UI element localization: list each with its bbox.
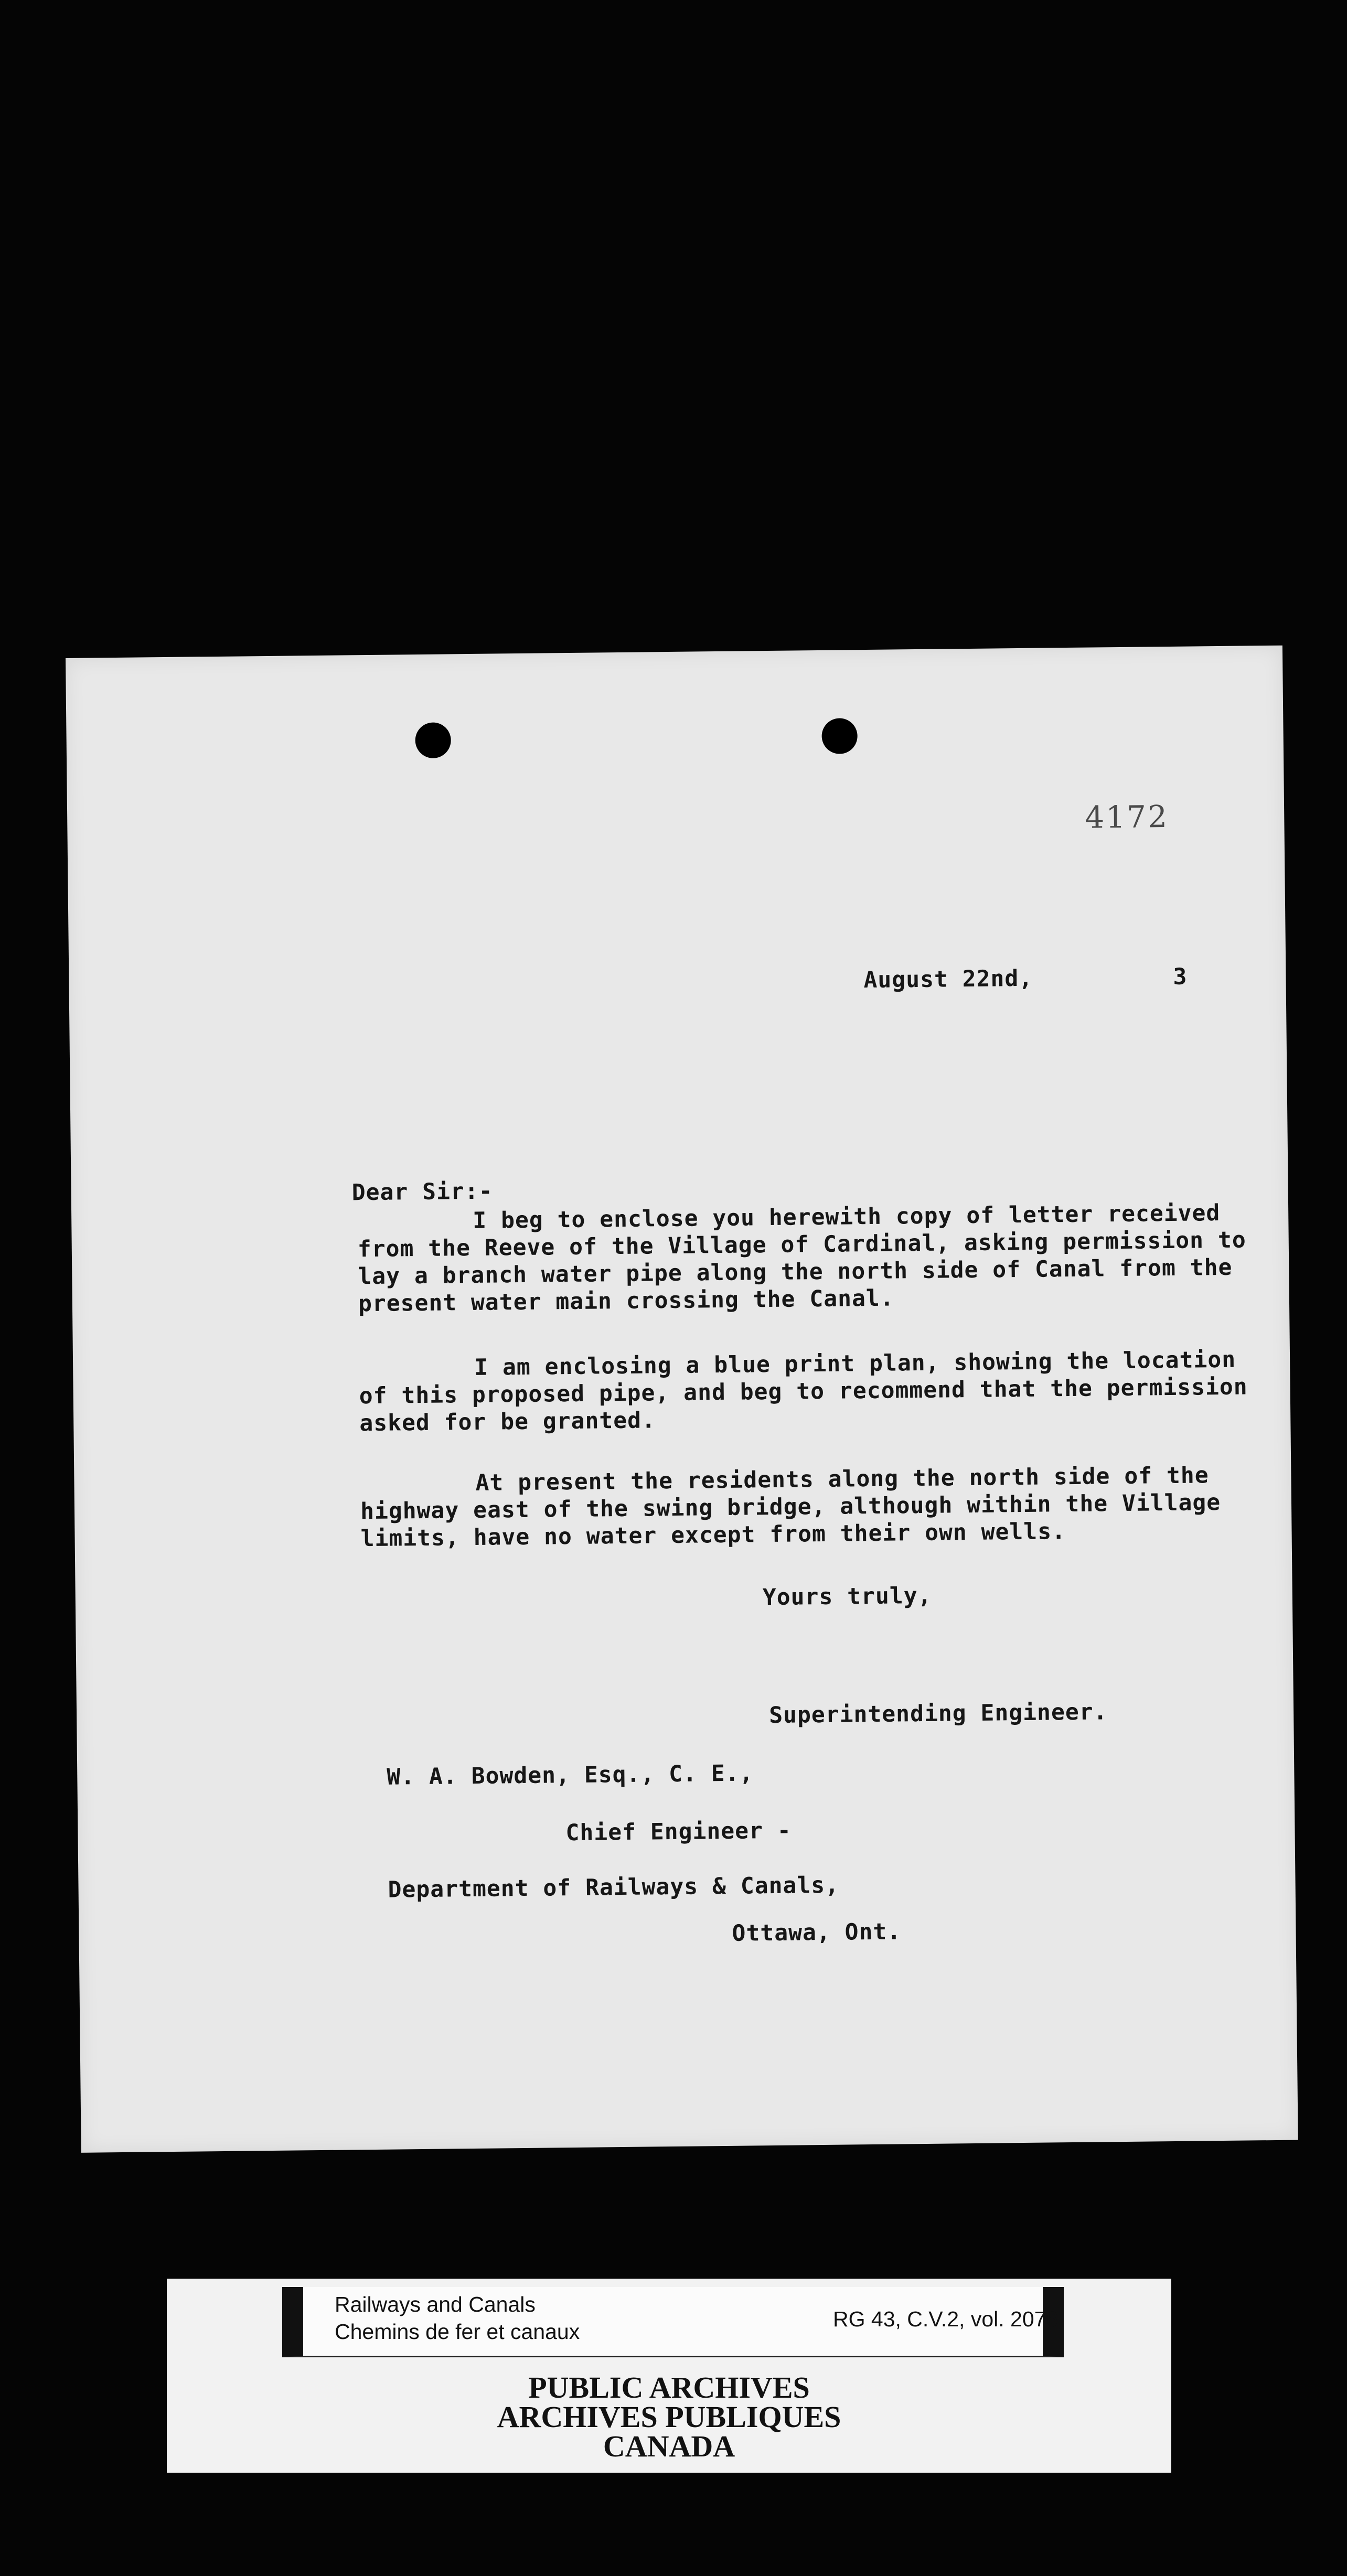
folio-number: 4172	[1084, 798, 1169, 835]
archive-reference-strip	[282, 2287, 1064, 2357]
salutation: Dear Sir:-	[351, 1178, 493, 1206]
complimentary-close: Yours truly,	[762, 1582, 932, 1611]
addressee-city: Ottawa, Ont.	[732, 1918, 902, 1947]
letter-paragraph: I am enclosing a blue print plan, showing the location of this proposed pipe, and beg to recommend that the permission asked for be granted.	[359, 1346, 1248, 1437]
punch-hole-right	[821, 718, 858, 754]
addressee-name: W. A. Bowden, Esq., C. E.,	[387, 1760, 754, 1790]
archive-heading-country: CANADA	[603, 2429, 735, 2463]
addressee-department: Department of Railways & Canals,	[388, 1872, 840, 1903]
page-number: 3	[1173, 963, 1188, 990]
signature-title: Superintending Engineer.	[768, 1699, 1108, 1729]
letter-paragraph: I beg to enclose you herewith copy of letter received from the Reeve of the Village of Cardinal, asking permission to lay a branch water pipe along the north side of Canal from the present water main crossing the Canal.	[357, 1200, 1246, 1317]
archive-heading-french: ARCHIVES PUBLIQUES	[497, 2400, 841, 2434]
fonds-name-french: Chemins de fer et canaux	[335, 2320, 580, 2344]
punch-hole-left	[415, 722, 451, 758]
letter-paragraph: At present the residents along the north side of the highway east of the swing bridge, although within the Village limits, have no water except from their own wells.	[360, 1462, 1221, 1552]
archive-reference: RG 43, C.V.2, vol. 2076	[833, 2307, 1059, 2331]
addressee-title: Chief Engineer -	[565, 1817, 792, 1847]
fonds-name-english: Railways and Canals	[335, 2292, 536, 2316]
archive-caption-card	[167, 2279, 1171, 2473]
archive-heading-english: PUBLIC ARCHIVES	[528, 2370, 810, 2405]
letter-sheet	[66, 646, 1298, 2153]
letter-date: August 22nd,	[863, 965, 1033, 994]
